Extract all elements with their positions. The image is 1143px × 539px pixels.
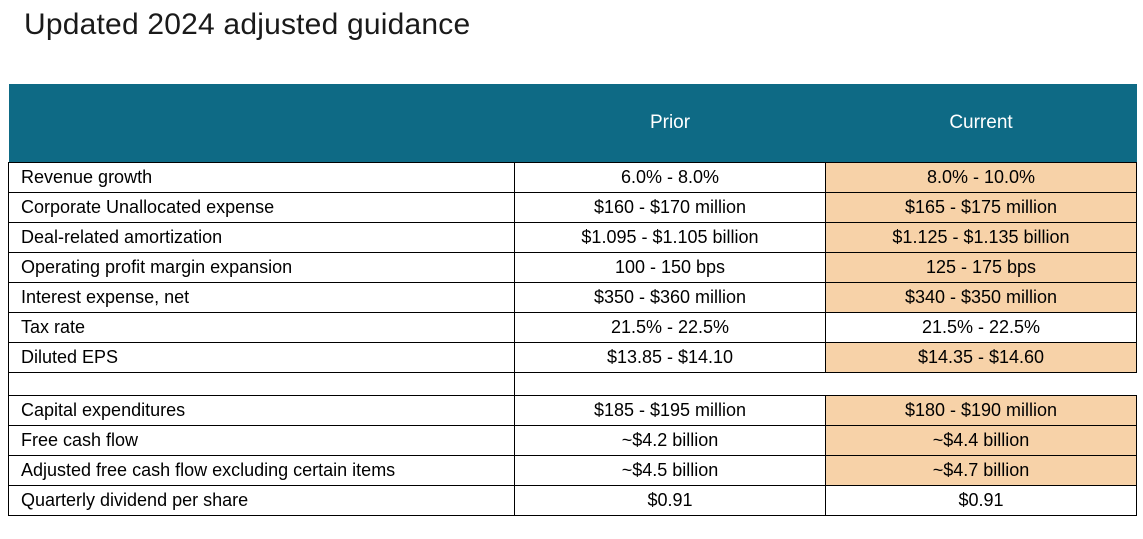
table-row [9, 313, 1137, 343]
metric-label: Operating profit margin expansion [9, 253, 515, 283]
metric-label: Quarterly dividend per share [9, 486, 515, 516]
spacer-cell [515, 373, 826, 396]
prior-value: $13.85 - $14.10 [515, 343, 826, 373]
table-row [9, 343, 1137, 373]
table-row [9, 396, 1137, 426]
prior-value: $1.095 - $1.105 billion [515, 223, 826, 253]
current-value: 21.5% - 22.5% [826, 313, 1137, 343]
prior-value: $160 - $170 million [515, 193, 826, 223]
prior-value: 6.0% - 8.0% [515, 163, 826, 193]
prior-value: $350 - $360 million [515, 283, 826, 313]
metric-label: Revenue growth [9, 163, 515, 193]
current-value: 8.0% - 10.0% [826, 163, 1137, 193]
prior-value: ~$4.5 billion [515, 456, 826, 486]
metric-label: Deal-related amortization [9, 223, 515, 253]
metric-label: Capital expenditures [9, 396, 515, 426]
prior-value: $0.91 [515, 486, 826, 516]
metric-label: Corporate Unallocated expense [9, 193, 515, 223]
prior-value: ~$4.2 billion [515, 426, 826, 456]
table-row [9, 253, 1137, 283]
table-row [9, 193, 1137, 223]
table-row [9, 456, 1137, 486]
current-value: 125 - 175 bps [826, 253, 1137, 283]
table-body [9, 163, 1137, 516]
prior-value: 21.5% - 22.5% [515, 313, 826, 343]
table-row [9, 426, 1137, 456]
spacer-cell [826, 373, 1137, 396]
current-value: $14.35 - $14.60 [826, 343, 1137, 373]
prior-value: $185 - $195 million [515, 396, 826, 426]
metric-label: Free cash flow [9, 426, 515, 456]
metric-label: Interest expense, net [9, 283, 515, 313]
table-row [9, 283, 1137, 313]
column-header-current: Current [826, 84, 1137, 163]
spacer-cell [9, 373, 515, 396]
table-group-spacer [9, 373, 1137, 396]
guidance-table [8, 84, 1137, 516]
current-value: $0.91 [826, 486, 1137, 516]
metric-label: Tax rate [9, 313, 515, 343]
metric-label: Diluted EPS [9, 343, 515, 373]
current-value: ~$4.4 billion [826, 426, 1137, 456]
column-header-metric [9, 84, 515, 163]
prior-value: 100 - 150 bps [515, 253, 826, 283]
table-header-row [9, 84, 1137, 163]
current-value: $1.125 - $1.135 billion [826, 223, 1137, 253]
current-value: $180 - $190 million [826, 396, 1137, 426]
current-value: $165 - $175 million [826, 193, 1137, 223]
table-row [9, 486, 1137, 516]
metric-label: Adjusted free cash flow excluding certain items [9, 456, 515, 486]
column-header-prior: Prior [515, 84, 826, 163]
table-row [9, 163, 1137, 193]
table-header [9, 84, 1137, 163]
guidance-table-wrapper [8, 84, 1136, 516]
current-value: $340 - $350 million [826, 283, 1137, 313]
table-row [9, 223, 1137, 253]
current-value: ~$4.7 billion [826, 456, 1137, 486]
page-title: Updated 2024 adjusted guidance [24, 8, 471, 41]
